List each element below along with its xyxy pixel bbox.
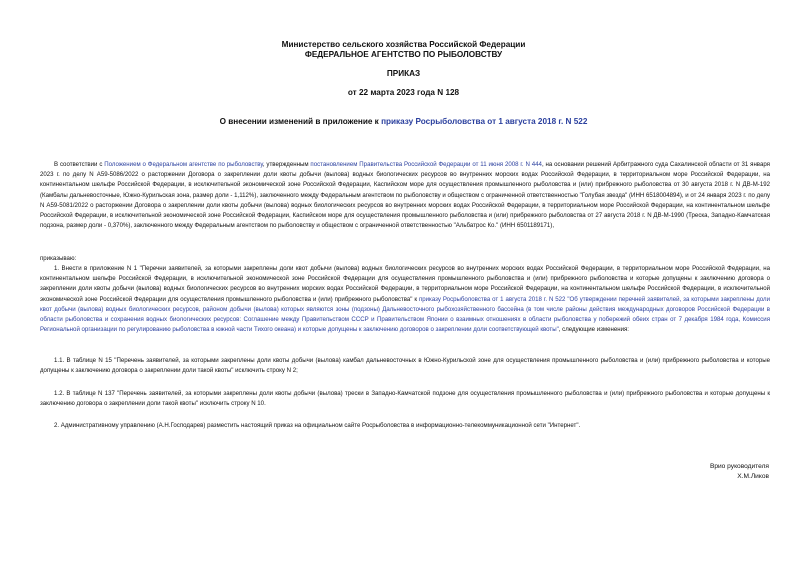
preamble-text-1: В соответствии с: [54, 161, 105, 168]
item-1-1: [40, 356, 770, 376]
item-2: [40, 421, 770, 431]
resolution-link[interactable]: постановлением Правительства Российской Федерации от 11 июня 2008 г. N 444: [310, 161, 542, 168]
item-1-1-text: 1.1. В таблице N 15 "Перечень заявителей, за которыми закреплены доли квоты добычи (вылова) камбал дальневосточных в Южно-Курильской зоне для осуществления промышленного рыболовства и (или) прибрежного рыболовства и которые допущены к заключению договора о закреплении доли такой квоты" исключить строку N 2;: [40, 357, 770, 375]
preamble-text-3: , на основании решений Арбитражного суда Сахалинской области от 31 января 2023 г. по делу N А59-5086/2022 о расторжении Договора о закреплении доли квоты добычи (вылова) водных биологических ресурсов во внутренних морских водах Российской Федерации, в территориальном море Российской Федерации, на континентальном шельфе Российской Федерации, в исключительной экономической зоне Российской Федерации, Каспийском море для осуществления промышленного рыболовства и (или) прибрежного рыболовства от 30 августа 2018 г. N ДВ-М-192 (Камбалы дальневосточные, Южно-Курильская зона, размер доли - 1,112%), заключенного между Федеральным агентством по рыболовству и обществом с ограниченной ответственностью "Голубая звезда" (ИНН 6518004894), и от 24 января 2023 г. по делу N А59-5081/2022 о расторжении Договора о закреплении доли квоты добычи (вылова) водных биологических ресурсов во внутренних морских водах Российской Федерации, в территориальном море Российской Федерации, на континентальном шельфе Российской Федерации, в исключительной экономической зоне Российской Федерации, Каспийском море для осуществления промышленного рыболовства и (или) прибрежного рыболовства от 27 августа 2018 г. N ДВ-М-1990 (Треска, Западно-Камчатская подзона, размер доли - 0,370%), заключенного между Федеральным агентством по рыболовству и обществом с ограниченной ответственностью "Альбатрос Ко." (ИНН 6501189171),: [40, 161, 770, 230]
signature-name: Х.М.Ликов: [737, 473, 769, 480]
item-2-text: 2. Административному управлению (А.Н.Господарев) разместить настоящий приказ на официальном сайте Росрыболовства в информационно-телекоммуникационной сети "Интернет".: [54, 422, 581, 429]
agency-name: ФЕДЕРАЛЬНОЕ АГЕНТСТВО ПО РЫБОЛОВСТВУ: [304, 50, 503, 59]
document-type: ПРИКАЗ: [386, 69, 421, 78]
ministry-name: Министерство сельского хозяйства Российской Федерации: [281, 40, 526, 49]
title-text: О внесении изменений в приложение к: [219, 117, 382, 126]
regulation-link[interactable]: Положением о Федеральном агентстве по рыболовству: [104, 161, 263, 168]
item-1-2: [40, 389, 770, 409]
preamble-text-2: , утвержденным: [262, 161, 311, 168]
item-1: [40, 264, 770, 335]
document-title: [0, 117, 807, 127]
order-word: приказываю:: [40, 255, 77, 262]
item-1-text-1: 1. Внести в приложение N 1 "Перечни заявителей, за которыми закреплены доли квот добычи (вылова) водных биологических ресурсов во внутренних морских водах Российской Федерации, в территориальном море Российской Федерации, на континентальном шельфе Российской Федерации, в исключительной экономической зоне Российской Федерации для осуществления промышленного рыболовства и (или) прибрежного рыболовства и которые допущены к заключению договора о закреплении доли квоты добычи (вылова) водных биологических ресурсов во внутренних морских водах Российской Федерации, в территориальном море Российской Федерации, на континентальном шельфе Российской Федерации, в исключительной экономической зоне Российской Федерации для осуществления промышленного рыболовства и (или) прибрежного рыболовства" к: [40, 265, 770, 303]
document-date-number: от 22 марта 2023 года N 128: [347, 88, 460, 97]
order-522-link[interactable]: приказу Росрыболовства от 1 августа 2018 г. N 522 "Об утверждении перечней заявителей, за которыми закреплены доли квот добычи (вылова) водных биологических ресурсов, районом добычи (вылова) которых являются зоны (подзоны) Дальневосточного рыбохозяйственного бассейна (в том числе районы действия международных договоров Российской Федерации в области рыболовства и сохранения водных биологических ресурсов: Соглашение между Правительством СССР и Правительством Японии о взаимных отношениях в области рыболовства у побережий обеих стран от 7 декабря 1984 года, Комиссия Региональной организации по регулированию рыболовства в южной части Тихого океана) и которые допущены к заключению договоров о закреплении доли соответствующей квоты": [40, 295, 770, 334]
item-1-text-2: , следующие изменения:: [558, 326, 629, 334]
title-order-link[interactable]: приказу Росрыболовства от 1 августа 2018 г. N 522: [381, 117, 588, 126]
preamble: [40, 160, 770, 231]
signature-position: Врио руководителя: [709, 463, 769, 470]
item-1-2-text: 1.2. В таблице N 137 "Перечень заявителей, за которыми закреплены доли квоты добычи (вылова) трески в Западно-Камчатской подзоне для осуществления промышленного рыболовства и (или) прибрежного рыболовства и которые допущены к заключению договора о закреплении доли такой квоты" исключить строку N 10.: [40, 390, 770, 408]
